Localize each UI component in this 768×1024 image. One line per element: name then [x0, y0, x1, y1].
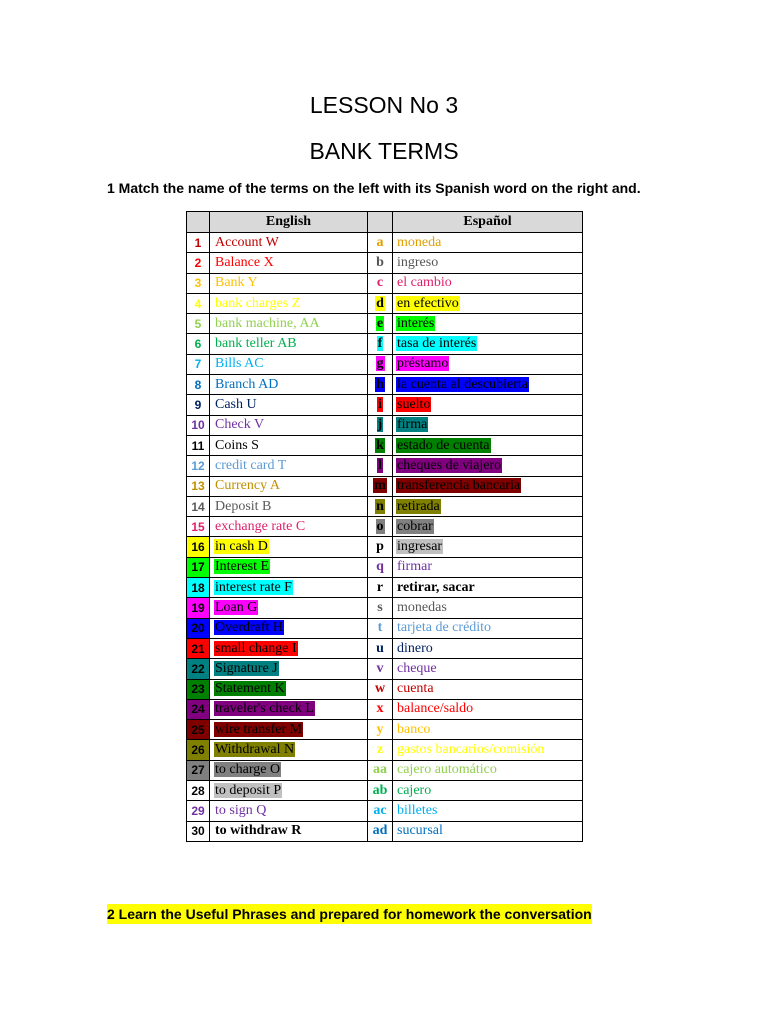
spanish-term-cell: [393, 233, 583, 253]
lesson-subtitle: BANK TERMS: [309, 138, 459, 164]
row-number: 6: [187, 334, 210, 354]
letter-cell: [368, 598, 393, 618]
english-term-cell: [210, 578, 368, 598]
english-term: Withdrawal N: [215, 742, 295, 758]
spanish-term: cajero: [397, 782, 432, 798]
english-term-cell: [210, 638, 368, 658]
letter-cell: [368, 699, 393, 719]
row-number: 29: [187, 801, 210, 821]
row-number: 14: [187, 496, 210, 516]
spanish-term-cell: [393, 476, 583, 496]
table-row: [187, 314, 583, 334]
english-term-cell: [210, 679, 368, 699]
header-letter-cell: [368, 212, 393, 233]
spanish-term-cell: [393, 517, 583, 537]
header-english: English: [210, 212, 368, 233]
match-letter: v: [376, 660, 384, 676]
row-number: 7: [187, 354, 210, 374]
spanish-term-cell: [393, 699, 583, 719]
english-term-cell: [210, 801, 368, 821]
row-number: 13: [187, 476, 210, 496]
spanish-term: ingreso: [397, 254, 439, 270]
english-term-cell: [210, 557, 368, 577]
row-number: 20: [187, 618, 210, 638]
english-term-cell: [210, 740, 368, 760]
match-letter: q: [376, 559, 384, 575]
row-number: 21: [187, 638, 210, 658]
table-row: [187, 821, 583, 841]
spanish-term: cheque: [397, 660, 437, 676]
match-letter: o: [376, 518, 384, 534]
english-term: Branch AD: [215, 376, 279, 392]
table-header-row: [187, 212, 583, 233]
english-term-cell: [210, 415, 368, 435]
instruction-2: 2 Learn the Useful Phrases and prepared for homework the conversation: [107, 906, 592, 922]
english-term: to deposit P: [215, 782, 282, 798]
table-row: [187, 435, 583, 455]
spanish-term: en efectivo: [397, 295, 459, 311]
letter-cell: [368, 618, 393, 638]
english-term: exchange rate C: [215, 518, 306, 534]
spanish-term: la cuenta al descubierta: [397, 376, 528, 392]
letter-cell: [368, 578, 393, 598]
spanish-term-cell: [393, 496, 583, 516]
english-term-cell: [210, 375, 368, 395]
row-number: 9: [187, 395, 210, 415]
row-number: 3: [187, 273, 210, 293]
english-term: to withdraw R: [215, 823, 302, 839]
letter-cell: [368, 253, 393, 273]
english-term: Bills AC: [215, 356, 264, 372]
table-row: [187, 638, 583, 658]
table-row: [187, 415, 583, 435]
spanish-term-cell: [393, 557, 583, 577]
spanish-term: balance/saldo: [397, 701, 474, 717]
spanish-term-cell: [393, 578, 583, 598]
match-letter: u: [376, 640, 384, 656]
spanish-term: monedas: [397, 599, 447, 615]
letter-cell: [368, 496, 393, 516]
table-row: [187, 233, 583, 253]
letter-cell: [368, 395, 393, 415]
match-letter: x: [376, 701, 384, 717]
letter-cell: [368, 821, 393, 841]
row-number: 12: [187, 456, 210, 476]
match-letter: i: [378, 397, 382, 413]
spanish-term: dinero: [397, 640, 433, 656]
spanish-term-cell: [393, 781, 583, 801]
row-number: 8: [187, 375, 210, 395]
header-spanish: Español: [393, 212, 583, 233]
table-row: [187, 476, 583, 496]
row-number: 4: [187, 293, 210, 313]
english-term: in cash D: [215, 539, 268, 555]
english-term-cell: [210, 233, 368, 253]
table-row: [187, 699, 583, 719]
english-term: to charge O: [215, 762, 281, 778]
english-term-cell: [210, 293, 368, 313]
english-term: Coins S: [215, 437, 259, 453]
table-row: [187, 273, 583, 293]
match-letter: c: [376, 275, 384, 291]
letter-cell: [368, 781, 393, 801]
spanish-term-cell: [393, 618, 583, 638]
match-letter: aa: [373, 762, 387, 778]
table-row: [187, 456, 583, 476]
instruction-1: 1 Match the name of the terms on the left with its Spanish word on the right and.: [107, 180, 641, 196]
english-term: Account W: [215, 234, 279, 250]
table-row: [187, 720, 583, 740]
spanish-term: firmar: [397, 559, 432, 575]
row-number: 15: [187, 517, 210, 537]
letter-cell: [368, 537, 393, 557]
table-row: [187, 395, 583, 415]
spanish-term: tarjeta de crédito: [397, 620, 492, 636]
english-term: bank teller AB: [215, 336, 297, 352]
table-row: [187, 293, 583, 313]
spanish-term-cell: [393, 375, 583, 395]
spanish-term: préstamo: [397, 356, 449, 372]
match-letter: g: [376, 356, 384, 372]
spanish-term: billetes: [397, 802, 438, 818]
match-letter: e: [376, 315, 384, 331]
table-row: [187, 557, 583, 577]
letter-cell: [368, 314, 393, 334]
english-term-cell: [210, 273, 368, 293]
spanish-term-cell: [393, 354, 583, 374]
letter-cell: [368, 638, 393, 658]
spanish-term-cell: [393, 456, 583, 476]
row-number: 30: [187, 821, 210, 841]
spanish-term-cell: [393, 314, 583, 334]
spanish-term: interés: [397, 315, 435, 331]
spanish-term-cell: [393, 740, 583, 760]
table-row: [187, 781, 583, 801]
english-term-cell: [210, 334, 368, 354]
letter-cell: [368, 435, 393, 455]
english-term: bank charges Z: [215, 295, 301, 311]
table-row: [187, 253, 583, 273]
row-number: 27: [187, 760, 210, 780]
table-row: [187, 496, 583, 516]
spanish-term-cell: [393, 435, 583, 455]
english-term-cell: [210, 395, 368, 415]
spanish-term: estado de cuenta: [397, 437, 490, 453]
spanish-term: firma: [397, 417, 428, 433]
match-letter: f: [377, 336, 383, 352]
lesson-title: LESSON No 3: [309, 92, 459, 118]
spanish-term-cell: [393, 801, 583, 821]
row-number: 23: [187, 679, 210, 699]
english-term: Loan G: [215, 599, 258, 615]
match-letter: s: [377, 599, 383, 615]
spanish-term-cell: [393, 760, 583, 780]
spanish-term: cuenta: [397, 681, 434, 697]
spanish-term: cajero automático: [397, 762, 497, 778]
match-letter: k: [376, 437, 384, 453]
letter-cell: [368, 375, 393, 395]
letter-cell: [368, 720, 393, 740]
letter-cell: [368, 273, 393, 293]
match-letter: y: [376, 721, 384, 737]
english-term: Balance X: [215, 254, 274, 270]
english-term: Cash U: [215, 397, 257, 413]
table-row: [187, 578, 583, 598]
letter-cell: [368, 801, 393, 821]
english-term: Deposit B: [215, 498, 272, 514]
letter-cell: [368, 334, 393, 354]
spanish-term: gastos bancarios/comisión: [397, 742, 545, 758]
english-term: Interest E: [215, 559, 270, 575]
english-term: Currency A: [215, 478, 280, 494]
row-number: 17: [187, 557, 210, 577]
table-row: [187, 375, 583, 395]
english-term: Overdraft H: [215, 620, 284, 636]
match-letter: a: [376, 234, 384, 250]
english-term: wire transfer M: [215, 721, 303, 737]
spanish-term-cell: [393, 821, 583, 841]
spanish-term-cell: [393, 415, 583, 435]
english-term-cell: [210, 618, 368, 638]
match-letter: z: [376, 742, 384, 758]
match-letter: b: [376, 254, 384, 270]
spanish-term-cell: [393, 598, 583, 618]
match-letter: d: [376, 295, 384, 311]
letter-cell: [368, 354, 393, 374]
letter-cell: [368, 517, 393, 537]
row-number: 25: [187, 720, 210, 740]
table-row: [187, 598, 583, 618]
english-term-cell: [210, 821, 368, 841]
row-number: 16: [187, 537, 210, 557]
english-term: Signature J: [215, 660, 278, 676]
english-term-cell: [210, 476, 368, 496]
row-number: 19: [187, 598, 210, 618]
spanish-term-cell: [393, 638, 583, 658]
spanish-term-cell: [393, 720, 583, 740]
english-term-cell: [210, 354, 368, 374]
english-term-cell: [210, 699, 368, 719]
english-term: Statement K: [215, 681, 285, 697]
english-term: Bank Y: [215, 275, 258, 291]
spanish-term-cell: [393, 537, 583, 557]
english-term: small change I: [215, 640, 297, 656]
row-number: 10: [187, 415, 210, 435]
letter-cell: [368, 293, 393, 313]
letter-cell: [368, 476, 393, 496]
letter-cell: [368, 659, 393, 679]
letter-cell: [368, 740, 393, 760]
row-number: 18: [187, 578, 210, 598]
row-number: 11: [187, 435, 210, 455]
match-letter: ac: [373, 802, 387, 818]
spanish-term: sucursal: [397, 823, 443, 839]
terms-table-body: [187, 233, 583, 842]
english-term: traveler's check L: [215, 701, 314, 717]
english-term-cell: [210, 314, 368, 334]
match-letter: l: [378, 457, 382, 473]
spanish-term: cobrar: [397, 518, 433, 534]
english-term-cell: [210, 598, 368, 618]
row-number: 5: [187, 314, 210, 334]
table-row: [187, 354, 583, 374]
spanish-term-cell: [393, 334, 583, 354]
match-letter: j: [377, 417, 383, 433]
english-term-cell: [210, 253, 368, 273]
match-letter: ab: [372, 782, 388, 798]
english-term-cell: [210, 496, 368, 516]
row-number: 28: [187, 781, 210, 801]
table-row: [187, 760, 583, 780]
spanish-term-cell: [393, 273, 583, 293]
english-term-cell: [210, 435, 368, 455]
match-letter: p: [376, 539, 384, 555]
terms-table: [186, 211, 583, 842]
match-letter: w: [374, 681, 386, 697]
english-term: credit card T: [215, 457, 287, 473]
letter-cell: [368, 233, 393, 253]
table-row: [187, 618, 583, 638]
english-term-cell: [210, 517, 368, 537]
letter-cell: [368, 760, 393, 780]
spanish-term: el cambio: [397, 275, 452, 291]
spanish-term: tasa de interés: [397, 336, 477, 352]
english-term: interest rate F: [215, 579, 292, 595]
row-number: 22: [187, 659, 210, 679]
spanish-term-cell: [393, 395, 583, 415]
spanish-term: banco: [397, 721, 431, 737]
row-number: 2: [187, 253, 210, 273]
english-term: bank machine, AA: [215, 315, 320, 331]
english-term-cell: [210, 720, 368, 740]
spanish-term-cell: [393, 293, 583, 313]
spanish-term: moneda: [397, 234, 442, 250]
english-term-cell: [210, 537, 368, 557]
english-term-cell: [210, 760, 368, 780]
match-letter: t: [377, 620, 383, 636]
table-row: [187, 679, 583, 699]
match-letter: ad: [372, 823, 388, 839]
table-row: [187, 537, 583, 557]
letter-cell: [368, 557, 393, 577]
english-term: Check V: [215, 417, 265, 433]
table-row: [187, 659, 583, 679]
match-letter: n: [376, 498, 384, 514]
english-term-cell: [210, 659, 368, 679]
spanish-term: cheques de viajero: [397, 457, 502, 473]
english-term-cell: [210, 781, 368, 801]
match-letter: h: [376, 376, 384, 392]
spanish-term-cell: [393, 679, 583, 699]
table-row: [187, 517, 583, 537]
spanish-term: retirada: [397, 498, 440, 514]
table-row: [187, 334, 583, 354]
letter-cell: [368, 679, 393, 699]
table-row: [187, 801, 583, 821]
english-term: to sign Q: [215, 802, 267, 818]
row-number: 1: [187, 233, 210, 253]
match-letter: r: [376, 579, 384, 595]
letter-cell: [368, 415, 393, 435]
spanish-term: ingresar: [397, 539, 443, 555]
spanish-term: suelto: [397, 397, 431, 413]
english-term-cell: [210, 456, 368, 476]
letter-cell: [368, 456, 393, 476]
spanish-term-cell: [393, 659, 583, 679]
match-letter: m: [374, 478, 386, 494]
spanish-term: transferencia bancaria: [397, 478, 521, 494]
row-number: 26: [187, 740, 210, 760]
header-number-cell: [187, 212, 210, 233]
row-number: 24: [187, 699, 210, 719]
spanish-term: retirar, sacar: [397, 579, 475, 595]
spanish-term-cell: [393, 253, 583, 273]
table-row: [187, 740, 583, 760]
